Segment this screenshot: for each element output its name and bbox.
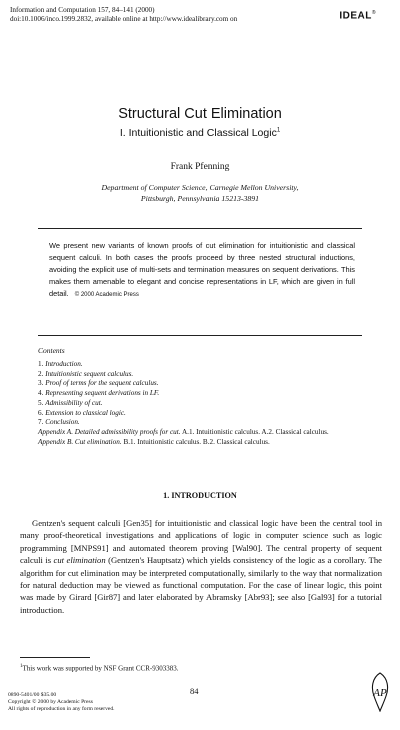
paper-subtitle [0,127,400,139]
toc-item: 1. Introduction. [38,360,83,368]
table-of-contents [38,360,368,447]
abstract-top-rule [38,228,362,229]
affiliation-line-2: Pittsburgh, Pennsylvania 15213-3891 [140,194,260,203]
footnote-text: This work was supported by NSF Grant CCR-9303383. [22,664,179,673]
paper-subtitle-text: I. Intuitionistic and Classical Logic [119,127,277,139]
paragraph: Gentzen's sequent calculi [Gen35] for intuitionistic and classical logic have been the central tool in many proof-theoretical investigations and applications of logic in computer science such as logic programming [MNPS91] and automated theorem proving [Wal90]. The central property of sequent calculi is cut elimination (Gentzen's Hauptsatz) which yields consistency of the logic as a corollary. The algorithm for cut elimination may be interpreted computationally, similarly to the way that normalization for natural deduction may be viewed as functional computation. For the case of linear logic, this point was made by Girard [Gir87] and later elaborated by Abramsky [Abr93]; see also [Gal93] for a tutorial introduction. [20,518,382,615]
toc-item: 3. Proof of terms for the sequent calculus. [38,379,159,388]
issn-price: 0890-5401/00 $35.00 [8,692,57,698]
footnote-number: 1 [20,664,23,669]
journal-citation: Information and Computation 157, 84–141 (2000) [10,6,155,14]
ap-logo-letters: AP [373,687,387,699]
toc-item: 4. Representing sequent derivations in LF. [38,389,160,398]
toc-item: 2. Intuitionistic sequent calculus. [38,369,134,378]
toc-appendix-b: Appendix B. Cut elimination. B.1. Intuitionistic calculus. B.2. Classical calculus. [38,437,270,446]
toc-item: 5. Admissibility of cut. [38,398,103,407]
author-affiliation [0,182,400,204]
toc-item: 6. Extension to classical logic. [38,408,126,417]
affiliation-line-1: Department of Computer Science, Carnegie Mellon University, [101,183,299,192]
paper-title: Structural Cut Elimination [118,106,282,122]
journal-header [10,6,390,24]
introduction-body [20,517,382,616]
abstract-text: We present new variants of known proofs of cut elimination for intuitionistic and classical sequent calculi. In both cases the proofs proceed by three nested structural inductions, avoiding the explicit use of multi-sets and termination measures on sequent derivations. This makes them amenable to elegant and concise representations in LF, which are given in full detail. [49,241,355,299]
page-number: 84 [190,686,199,696]
footnote [20,664,380,672]
toc-item: 7. Conclusion. [38,418,80,427]
copyright-footer [8,692,115,712]
ap-logo-icon [366,672,394,712]
footnote-marker: 1 [276,127,281,134]
doi-line: doi:10.1006/inco.1999.2832, available online at http://www.idealibrary.com on [10,15,238,23]
author-name: Frank Pfenning [170,162,230,172]
abstract-bottom-rule [38,335,362,336]
toc-appendix-a: Appendix A. Detailed admissibility proofs for cut. A.1. Intuitionistic calculus. A.2. Classical calculus. [38,427,329,436]
abstract [49,240,355,301]
rights-line: All rights of reproduction in any form reserved. [8,705,115,712]
ideal-logo [339,10,376,21]
contents-heading: Contents [38,346,65,355]
footnote-rule [20,657,90,658]
abstract-copyright: © 2000 Academic Press [74,292,139,299]
registered-mark: ® [371,10,376,16]
section-heading: 1. INTRODUCTION [163,491,237,500]
academic-press-logo [366,672,394,712]
ideal-logo-text: IDEAL [339,10,372,22]
copyright-line: Copyright © 2000 by Academic Press [8,698,93,705]
